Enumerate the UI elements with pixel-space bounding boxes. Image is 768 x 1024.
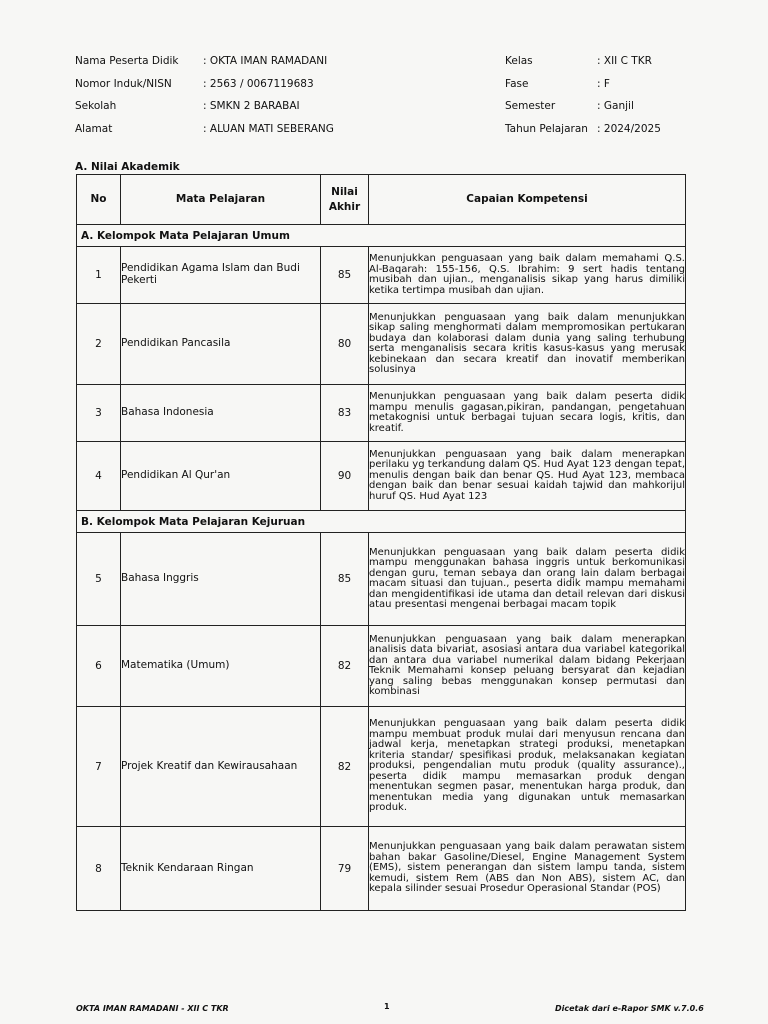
row-score: 82 bbox=[321, 707, 369, 827]
row-competency: Menunjukkan penguasaan yang baik dalam perawatan sistem bahan bakar Gasoline/Diesel, Engine Management System (EMS), sistem penerangan dan sistem lampu tanda, sistem kemudi, sistem Rem (ABS dan Non ABS), sistem AC, dan kepala silinder sesuai Prosedur Operasional Standar (POS) bbox=[369, 827, 686, 911]
row-subject: Teknik Kendaraan Ringan bbox=[121, 827, 321, 911]
table-row bbox=[77, 385, 686, 442]
info-label: Kelas bbox=[505, 55, 533, 68]
row-competency: Menunjukkan penguasaan yang baik dalam peserta didik mampu menggunakan bahasa inggris untuk berkomunikasi dengan guru, teman sebaya dan orang lain dalam berbagai macam situasi dan tujuan., peserta didik mampu memahami dan mengidentifikasi ide utama dan detail relevan dari diskusi atau presentasi mengenai berbagai macam topik bbox=[369, 533, 686, 626]
info-separator: : bbox=[597, 122, 604, 135]
header-competency: Capaian Kompetensi bbox=[369, 175, 686, 225]
info-label: Nama Peserta Didik bbox=[75, 55, 179, 68]
row-subject: Bahasa Inggris bbox=[121, 533, 321, 626]
row-subject: Pendidikan Pancasila bbox=[121, 304, 321, 385]
row-no: 4 bbox=[77, 442, 121, 511]
table-row bbox=[77, 827, 686, 911]
row-score: 80 bbox=[321, 304, 369, 385]
row-score: 79 bbox=[321, 827, 369, 911]
row-subject: Matematika (Umum) bbox=[121, 626, 321, 707]
info-row-school bbox=[75, 95, 334, 118]
info-separator: : bbox=[597, 100, 604, 113]
row-score: 85 bbox=[321, 533, 369, 626]
info-separator: : bbox=[597, 77, 604, 90]
info-row-phase bbox=[505, 73, 661, 96]
info-separator: : bbox=[203, 55, 210, 68]
info-row-address bbox=[75, 118, 334, 141]
row-score: 90 bbox=[321, 442, 369, 511]
row-subject: Pendidikan Al Qur'an bbox=[121, 442, 321, 511]
group-row bbox=[77, 511, 686, 533]
group-title: A. Kelompok Mata Pelajaran Umum bbox=[77, 225, 686, 247]
info-value: ALUAN MATI SEBERANG bbox=[209, 122, 334, 135]
info-label: Alamat bbox=[75, 122, 113, 135]
info-label: Sekolah bbox=[75, 100, 117, 113]
info-label: Tahun Pelajaran bbox=[505, 122, 588, 135]
header-no: No bbox=[77, 175, 121, 225]
info-separator: : bbox=[597, 55, 604, 68]
table-row bbox=[77, 304, 686, 385]
row-competency: Menunjukkan penguasaan yang baik dalam memahami Q.S. Al-Baqarah: 155-156, Q.S. Ibrahim: 9 sert hadis tentang musibah dan ujian., menganalisis sikap yang harus dimiliki ketika tertimpa musibah dan ujian. bbox=[369, 247, 686, 304]
row-competency: Menunjukkan penguasaan yang baik dalam menerapkan perilaku yg terkandung dalam QS. Hud Ayat 123 dengan tepat, menulis dengan baik dan benar QS. Hud Ayat 123, membaca dengan baik dan benar sesuai kaidah tajwid dan mahkorijul huruf QS. Hud Ayat 123 bbox=[369, 442, 686, 511]
row-competency: Menunjukkan penguasaan yang baik dalam peserta didik mampu membuat produk mulai dari menyusun rencana dan jadwal kerja, menetapkan strategi produksi, menetapkan kriteria standar/ spesifikasi produk, melaksanakan kegiatan produksi, pengendalian mutu produk (quality assurance)., peserta didik mampu memasarkan produk dengan menentukan segmen pasar, menentukan harga produk, dan menentukan media yang digunakan untuk memasarkan produk. bbox=[369, 707, 686, 827]
table-row bbox=[77, 247, 686, 304]
row-subject: Pendidikan Agama Islam dan Budi Pekerti bbox=[121, 247, 321, 304]
student-info-left bbox=[75, 50, 334, 140]
footer-page-number: 1 bbox=[384, 1002, 390, 1011]
row-subject: Projek Kreatif dan Kewirausahaan bbox=[121, 707, 321, 827]
group-title: B. Kelompok Mata Pelajaran Kejuruan bbox=[77, 511, 686, 533]
grades-table bbox=[76, 174, 686, 911]
info-row-class bbox=[505, 50, 661, 73]
row-no: 3 bbox=[77, 385, 121, 442]
info-value: F bbox=[603, 77, 610, 90]
row-subject: Bahasa Indonesia bbox=[121, 385, 321, 442]
row-score: 83 bbox=[321, 385, 369, 442]
info-value: SMKN 2 BARABAI bbox=[209, 100, 300, 113]
row-score: 85 bbox=[321, 247, 369, 304]
row-no: 1 bbox=[77, 247, 121, 304]
info-row-year bbox=[505, 118, 661, 141]
info-label: Semester bbox=[505, 100, 556, 113]
footer-printed-by: Dicetak dari e-Rapor SMK v.7.0.6 bbox=[555, 1004, 704, 1013]
info-row-name bbox=[75, 50, 334, 73]
group-row bbox=[77, 225, 686, 247]
info-row-nisn bbox=[75, 73, 334, 96]
info-row-semester bbox=[505, 95, 661, 118]
header-subject: Mata Pelajaran bbox=[121, 175, 321, 225]
row-no: 5 bbox=[77, 533, 121, 626]
header-score: Nilai Akhir bbox=[321, 175, 369, 225]
info-separator: : bbox=[203, 100, 210, 113]
table-row bbox=[77, 707, 686, 827]
student-info-right bbox=[505, 50, 661, 140]
info-value: OKTA IMAN RAMADANI bbox=[209, 55, 328, 68]
info-value: XII C TKR bbox=[603, 55, 652, 68]
info-value: 2563 / 0067119683 bbox=[209, 77, 314, 90]
info-separator: : bbox=[203, 77, 210, 90]
row-no: 8 bbox=[77, 827, 121, 911]
row-no: 7 bbox=[77, 707, 121, 827]
table-row bbox=[77, 626, 686, 707]
table-row bbox=[77, 533, 686, 626]
info-separator: : bbox=[203, 122, 210, 135]
info-label: Fase bbox=[505, 77, 529, 90]
row-score: 82 bbox=[321, 626, 369, 707]
row-competency: Menunjukkan penguasaan yang baik dalam menunjukkan sikap saling menghormati dalam mempromosikan pertukaran budaya dan kolaborasi dalam dunia yang saling terhubung serta menganalisis secara kritis kasus-kasus yang merusak kebinekaan dan secara kreatif dan inovatif memberikan solusinya bbox=[369, 304, 686, 385]
table-header-row bbox=[77, 175, 686, 225]
row-no: 2 bbox=[77, 304, 121, 385]
info-value: Ganjil bbox=[603, 100, 634, 113]
table-row bbox=[77, 442, 686, 511]
info-value: 2024/2025 bbox=[603, 122, 661, 135]
row-no: 6 bbox=[77, 626, 121, 707]
row-competency: Menunjukkan penguasaan yang baik dalam menerapkan analisis data bivariat, asosiasi antara dua variabel kategorikal dan antara dua variabel numerikal dalam bidang Pekerjaan Teknik Memahami konsep peluang bersyarat dan kejadian yang saling bebas menggunakan konsep permutasi dan kombinasi bbox=[369, 626, 686, 707]
footer-student: OKTA IMAN RAMADANI - XII C TKR bbox=[76, 1004, 229, 1013]
row-competency: Menunjukkan penguasaan yang baik dalam peserta didik mampu menulis gagasan,pikiran, pandangan, pengetahuan metakognisi untuk berbagai tujuan secara logis, kritis, dan kreatif. bbox=[369, 385, 686, 442]
info-label: Nomor Induk/NISN bbox=[75, 77, 172, 90]
section-title: A. Nilai Akademik bbox=[75, 161, 180, 173]
